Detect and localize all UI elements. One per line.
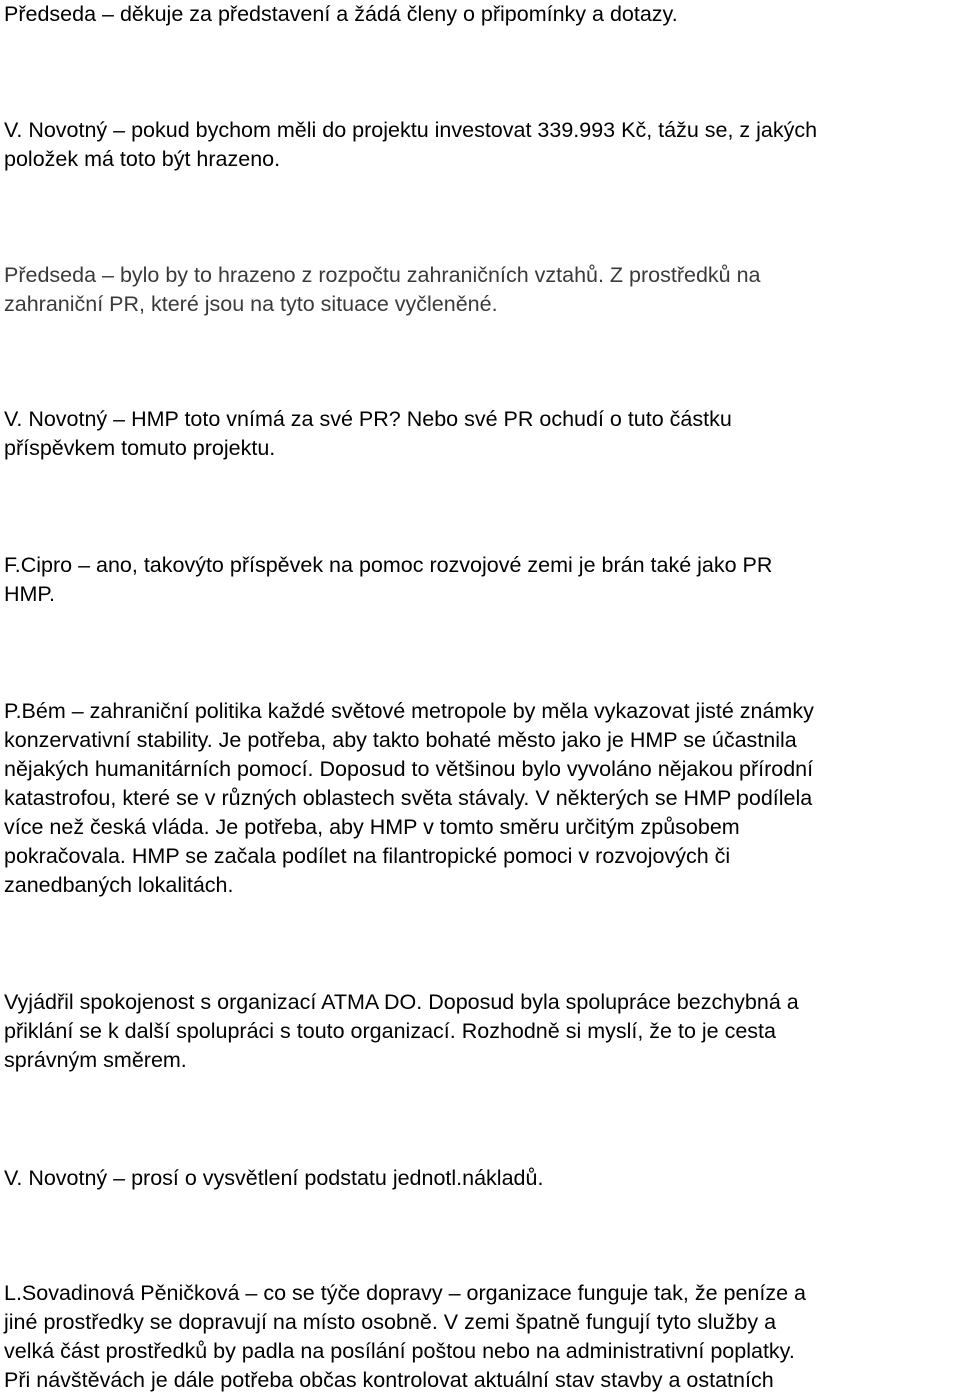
- text-line: jiné prostředky se dopravují na místo osobně. V zemi špatně fungují tyto služby a: [4, 1310, 777, 1334]
- text-line: konzervativní stability. Je potřeba, aby takto bohaté město jako je HMP se účastnila: [4, 728, 797, 752]
- text-line: F.Cipro – ano, takovýto příspěvek na pomoc rozvojové zemi je brán také jako PR: [4, 553, 773, 577]
- text-line: katastrofou, které se v různých oblastech světa stávaly. V některých se HMP podílela: [4, 786, 813, 810]
- text-line: Při návštěvách je dále potřeba občas kontrolovat aktuální stav stavby a ostatních: [4, 1368, 774, 1392]
- text-line: Předseda – děkuje za představení a žádá členy o připomínky a dotazy.: [4, 2, 678, 26]
- text-line: HMP.: [4, 582, 55, 606]
- text-line: V. Novotný – pokud bychom měli do projektu investovat 339.993 Kč, tážu se, z jakých: [4, 118, 818, 142]
- text-line: V. Novotný – HMP toto vnímá za své PR? Nebo své PR ochudí o tuto částku: [4, 407, 732, 431]
- paragraph-sovadinova-transport: [4, 1279, 956, 1395]
- text-line: zanedbaných lokalitách.: [4, 873, 234, 897]
- paragraph-novotny-costs-question: [4, 1164, 956, 1193]
- text-line: V. Novotný – prosí o vysvětlení podstatu jednotl.nákladů.: [4, 1166, 544, 1190]
- text-line: Předseda – bylo by to hrazeno z rozpočtu zahraničních vztahů. Z prostředků na: [4, 263, 761, 287]
- text-line: položek má toto být hrazeno.: [4, 147, 281, 171]
- text-line: přiklání se k další spolupráci s touto organizací. Rozhodně si myslí, že to je cesta: [4, 1019, 776, 1043]
- text-line: správným směrem.: [4, 1048, 187, 1072]
- text-line: Vyjádřil spokojenost s organizací ATMA DO. Doposud byla spolupráce bezchybná a: [4, 990, 799, 1014]
- paragraph-bem-foreign-policy: [4, 697, 956, 900]
- paragraph-atma-do-satisfaction: [4, 988, 956, 1075]
- paragraph-novotny-pr: [4, 405, 956, 463]
- text-line: více než česká vláda. Je potřeba, aby HMP v tomto směru určitým způsobem: [4, 815, 740, 839]
- paragraph-cipro-reply: [4, 551, 956, 609]
- text-line: zahraniční PR, které jsou na tyto situace vyčleněné.: [4, 292, 498, 316]
- text-line: pokračovala. HMP se začala podílet na filantropické pomoci v rozvojových či: [4, 844, 731, 868]
- text-line: P.Bém – zahraniční politika každé světové metropole by měla vykazovat jisté známky: [4, 699, 814, 723]
- text-line: velká část prostředků by padla na posílání poštou nebo na administrativní poplatky.: [4, 1339, 795, 1363]
- paragraph-novotny-investment-question: [4, 116, 956, 174]
- text-line: nějakých humanitárních pomocí. Doposud to většinou bylo vyvoláno nějakou přírodní: [4, 757, 814, 781]
- text-line: příspěvkem tomuto projektu.: [4, 436, 276, 460]
- paragraph-predseda-thanks: [4, 0, 956, 29]
- text-line: L.Sovadinová Pěničková – co se týče dopravy – organizace funguje tak, že peníze a: [4, 1281, 806, 1305]
- paragraph-predseda-funding: [4, 261, 956, 319]
